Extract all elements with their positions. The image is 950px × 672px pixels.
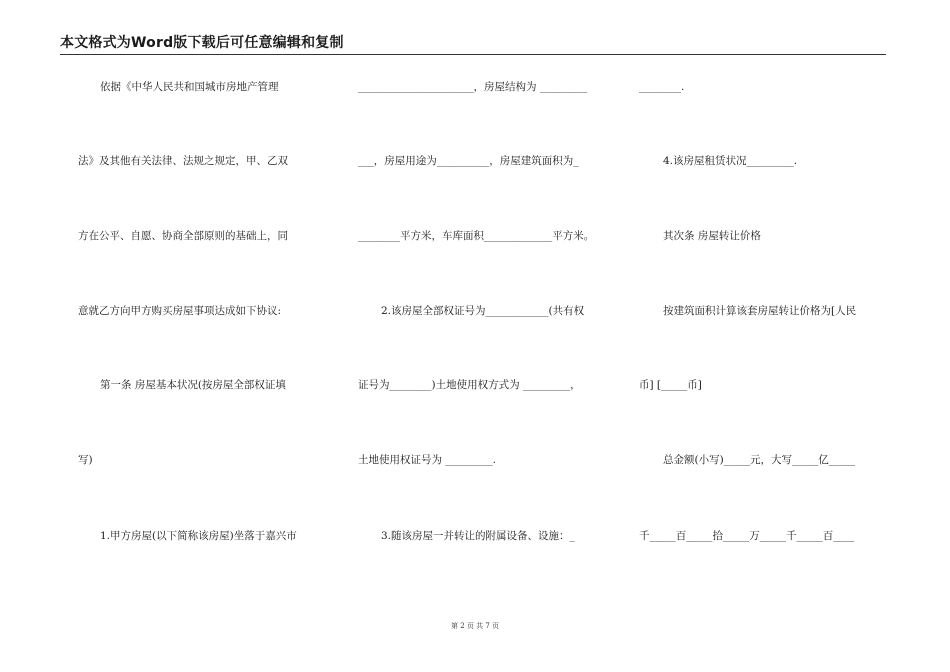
text-line: ______________________，房屋结构为 _________ bbox=[358, 81, 588, 93]
text-line: 第一条 房屋基本状况(按房屋全部权证填 bbox=[100, 379, 286, 391]
page-header bbox=[60, 34, 886, 55]
text-line: ________. bbox=[639, 81, 685, 93]
text-line: 1.甲方房屋(以下简称该房屋)坐落于嘉兴市 bbox=[100, 530, 297, 542]
text-line: 法》及其他有关法律、法规之规定，甲、乙双 bbox=[78, 155, 288, 167]
text-line: 其次条 房屋转让价格 bbox=[663, 230, 761, 242]
text-line: 写) bbox=[78, 454, 93, 466]
text-line: 按建筑面积计算该套房屋转让价格为[人民 bbox=[663, 305, 857, 317]
text-line: 千_____百_____拾_____万_____千_____百____ bbox=[639, 530, 855, 542]
text-line: 4.该房屋租赁状况_________. bbox=[663, 155, 798, 167]
text-line: 依据《中华人民共和国城市房地产管理 bbox=[100, 81, 279, 93]
text-line: 币] [_____币] bbox=[639, 379, 702, 391]
text-line: ___，房屋用途为__________，房屋建筑面积为_ bbox=[358, 155, 579, 167]
text-line: ________平方米，车库面积_____________平方米。 bbox=[358, 230, 595, 242]
text-line: 2.该房屋全部权证号为____________(共有权 bbox=[381, 305, 585, 317]
text-line: 证号为________)土地使用权方式为 _________， bbox=[358, 379, 581, 391]
text-line: 土地使用权证号为 _________. bbox=[358, 454, 496, 466]
text-line: 方在公平、自愿、协商全部原则的基础上，同 bbox=[78, 230, 288, 242]
text-line: 意就乙方向甲方购买房屋事项达成如下协议: bbox=[78, 305, 282, 317]
page-footer: 第 2 页 共 7 页 bbox=[450, 622, 500, 630]
text-line: 3.随该房屋一并转让的附属设备、设施：_ bbox=[381, 530, 575, 542]
header-title: 本文格式为Word版下载后可任意编辑和复制 bbox=[60, 35, 344, 51]
text-line: 总金额(小写)_____元，大写_____亿_____ bbox=[663, 454, 855, 466]
